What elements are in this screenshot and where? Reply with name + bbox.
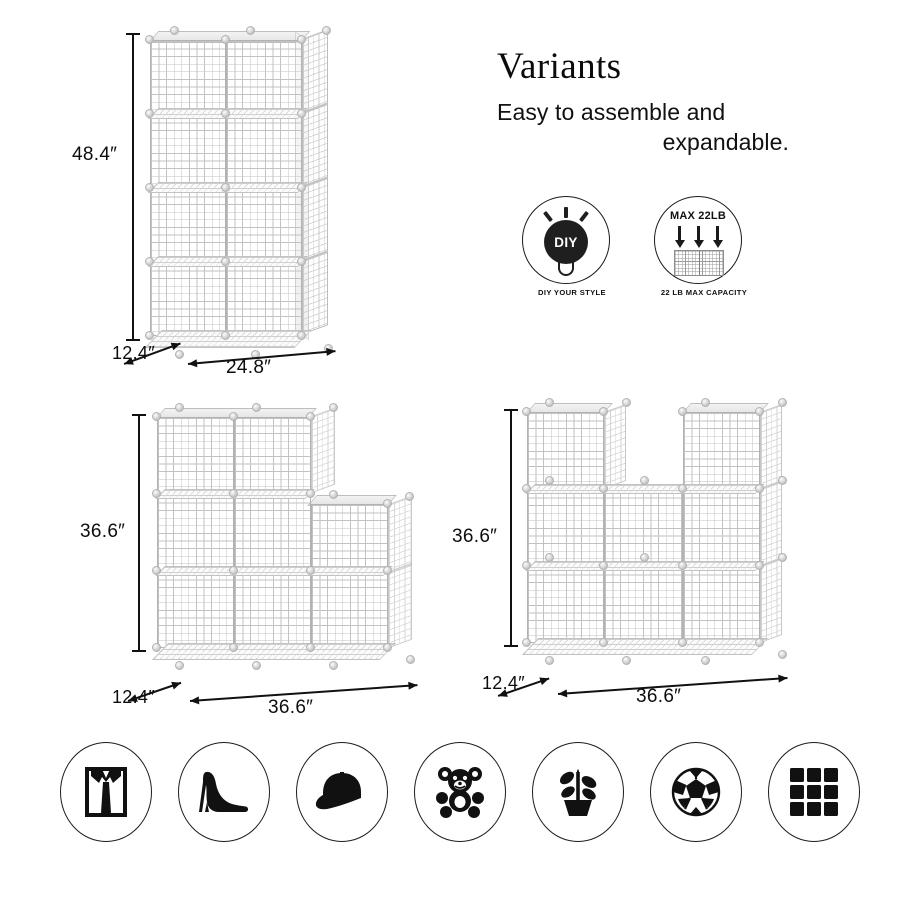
use-case-grid[interactable]	[768, 742, 860, 842]
teddy-bear-icon	[435, 766, 485, 818]
connector-knob	[599, 638, 608, 647]
base-panel	[522, 638, 768, 655]
dimension-line-height	[510, 409, 512, 647]
badge-inner-label: DIY	[554, 234, 578, 250]
dimension-height-label: 48.4″	[72, 144, 118, 165]
connector-knob	[522, 561, 531, 570]
badge-caption: 22 LB MAX CAPACITY	[660, 288, 748, 297]
page-title: Variants	[497, 46, 622, 87]
use-case-toys[interactable]	[414, 742, 506, 842]
dimension-height-label: 36.6″	[452, 526, 498, 547]
shelf-panel	[525, 561, 765, 571]
connector-knob	[701, 398, 710, 407]
cube-cell	[683, 412, 760, 489]
connector-knob	[522, 484, 531, 493]
grid-3x3-icon	[789, 767, 839, 817]
connector-knob	[522, 638, 531, 647]
connector-knob	[545, 476, 554, 485]
dimension-depth-label: 12.4″	[482, 673, 525, 693]
use-case-cap[interactable]	[296, 742, 388, 842]
dimension-width-label: 24.8″	[226, 357, 272, 378]
connector-knob	[678, 561, 687, 570]
dimension-depth-label: 12.4″	[112, 687, 155, 707]
cube-cell	[604, 566, 683, 643]
baseball-cap-icon	[315, 771, 369, 813]
connector-knob	[599, 484, 608, 493]
connector-knob	[678, 407, 687, 416]
connector-knob	[545, 553, 554, 562]
cube-side-face	[604, 404, 626, 489]
connector-knob	[640, 476, 649, 485]
dimension-width-label: 36.6″	[636, 686, 682, 707]
subtitle-line-2: expandable.	[662, 129, 789, 156]
badge-top-label: MAX 22LB	[670, 210, 726, 222]
connector-knob	[755, 484, 764, 493]
connector-knob	[755, 407, 764, 416]
connector-knob	[778, 398, 787, 407]
connector-knob	[622, 656, 631, 665]
connector-knob	[778, 650, 787, 659]
shelf-panel	[525, 484, 765, 494]
connector-knob	[701, 656, 710, 665]
dimension-width-label: 36.6″	[268, 697, 314, 718]
connector-knob	[778, 553, 787, 562]
connector-knob	[599, 407, 608, 416]
cube-cell	[527, 412, 604, 489]
connector-knob	[640, 553, 649, 562]
connector-knob	[599, 561, 608, 570]
dimension-height-label: 36.6″	[80, 521, 126, 542]
cube-cell	[527, 489, 604, 566]
cube-cell	[683, 566, 760, 643]
connector-knob	[545, 398, 554, 407]
soccer-ball-icon	[671, 767, 721, 817]
connector-knob	[678, 484, 687, 493]
cube-side-face	[760, 558, 782, 643]
badge-caption: DIY YOUR STYLE	[538, 288, 606, 297]
use-case-sports[interactable]	[650, 742, 742, 842]
dimension-depth-label: 12.4″	[112, 343, 155, 363]
use-case-icon-row	[60, 742, 860, 850]
potted-plant-icon	[555, 766, 601, 818]
shirt-tie-icon	[82, 766, 130, 818]
use-case-plant[interactable]	[532, 742, 624, 842]
use-case-shirt[interactable]	[60, 742, 152, 842]
connector-knob	[622, 398, 631, 407]
cube-cell	[683, 489, 760, 566]
connector-knob	[678, 638, 687, 647]
cube-cell	[527, 566, 604, 643]
connector-knob	[755, 638, 764, 647]
connector-knob	[778, 476, 787, 485]
connector-knob	[755, 561, 764, 570]
connector-knob	[545, 656, 554, 665]
connector-knob	[522, 407, 531, 416]
subtitle-line-1: Easy to assemble and	[497, 99, 726, 125]
high-heel-icon	[198, 768, 250, 816]
use-case-shoe[interactable]	[178, 742, 270, 842]
